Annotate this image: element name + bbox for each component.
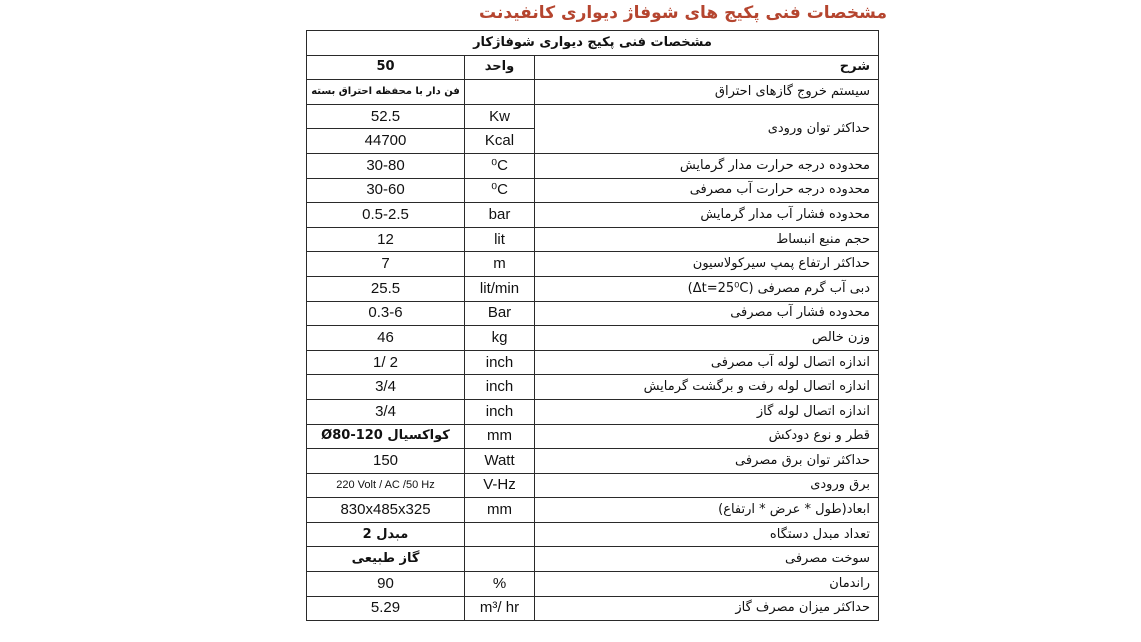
row-desc: اندازه اتصال لوله آب مصرفی [535,350,879,375]
row-value: 3/4 [307,375,465,400]
row-desc: ابعاد(طول * عرض * ارتفاع) [535,498,879,523]
table-row [307,203,879,228]
row-value: 12 [307,227,465,252]
table-row [307,326,879,351]
row-value: 0.5-2.5 [307,203,465,228]
row-desc: سیستم خروج گازهای احتراق [535,80,879,105]
table-row [307,252,879,277]
row-desc: برق ورودی [535,473,879,498]
row-unit: inch [465,350,535,375]
table-row [307,399,879,424]
table-row [307,572,879,597]
row-unit: inch [465,375,535,400]
page-title: مشخصات فنی پکیج های شوفاژ دیواری کانفیدنت [479,3,887,23]
row-desc: وزن خالص [535,326,879,351]
row-value: 46 [307,326,465,351]
row-unit: ⁰C [465,178,535,203]
row-unit [465,522,535,547]
table-row [307,424,879,449]
row-desc: اندازه اتصال لوله رفت و برگشت گرمایش [535,375,879,400]
spec-table [306,30,879,621]
row-value: 830x485x325 [307,498,465,523]
row-unit: Bar [465,301,535,326]
table-row [307,350,879,375]
row-desc: حداکثر توان ورودی [535,104,879,153]
table-row [307,227,879,252]
row-unit: m [465,252,535,277]
table-row [307,80,879,105]
row-value: 5.29 [307,596,465,621]
row-value: 1/ 2 [307,350,465,375]
row-value: 3/4 [307,399,465,424]
row-value: 220 Volt / AC /50 Hz [307,473,465,498]
table-row [307,301,879,326]
row-unit [465,80,535,105]
header-value: 50 [307,55,465,80]
row-value: 30-80 [307,153,465,178]
table-row [307,449,879,474]
row-value: 150 [307,449,465,474]
row-unit: Watt [465,449,535,474]
row-desc: حداکثر توان برق مصرفی [535,449,879,474]
table-row [307,276,879,301]
row-value: فن دار با محفظه احتراق بسته [307,80,465,105]
row-desc: محدوده فشار آب مدار گرمایش [535,203,879,228]
row-value: 2 مبدل [307,522,465,547]
row-value: 44700 [307,129,465,154]
row-unit: kg [465,326,535,351]
row-value: 7 [307,252,465,277]
row-unit: % [465,572,535,597]
row-value: 52.5 [307,104,465,129]
table-row [307,498,879,523]
row-unit: ⁰C [465,153,535,178]
row-desc: حداکثر میزان مصرف گاز [535,596,879,621]
row-desc: قطر و نوع دودکش [535,424,879,449]
row-desc: محدوده درجه حرارت آب مصرفی [535,178,879,203]
row-desc: راندمان [535,572,879,597]
row-value: 25.5 [307,276,465,301]
table-row [307,178,879,203]
table-row [307,375,879,400]
row-desc: اندازه اتصال لوله گاز [535,399,879,424]
row-desc: محدوده درجه حرارت مدار گرمایش [535,153,879,178]
row-desc: محدوده فشار آب مصرفی [535,301,879,326]
row-desc: دبی آب گرم مصرفی (Δt=25⁰C) [535,276,879,301]
table-row [307,596,879,621]
row-desc: حجم منبع انبساط [535,227,879,252]
row-desc: حداکثر ارتفاع پمپ سیرکولاسیون [535,252,879,277]
row-desc: سوخت مصرفی [535,547,879,572]
row-unit: Kw [465,104,535,129]
table-title: مشخصات فنی پکیج دیواری شوفاژکار [307,31,879,56]
row-unit: mm [465,498,535,523]
header-desc: شرح [535,55,879,80]
row-value: 0.3-6 [307,301,465,326]
table-row [307,547,879,572]
table-row [307,473,879,498]
table-row [307,153,879,178]
row-unit [465,547,535,572]
table-row [307,522,879,547]
header-unit: واحد [465,55,535,80]
row-value: 30-60 [307,178,465,203]
row-unit: lit/min [465,276,535,301]
table-title-row [307,31,879,56]
row-unit: m³/ hr [465,596,535,621]
table-row [307,104,879,129]
row-desc: تعداد مبدل دستگاه [535,522,879,547]
row-value: 90 [307,572,465,597]
row-unit: lit [465,227,535,252]
row-value: Ø80-120 کواکسیال [307,424,465,449]
row-unit: V-Hz [465,473,535,498]
row-unit: bar [465,203,535,228]
row-unit: Kcal [465,129,535,154]
row-unit: mm [465,424,535,449]
row-unit: inch [465,399,535,424]
row-value: گاز طبیعی [307,547,465,572]
table-header-row [307,55,879,80]
